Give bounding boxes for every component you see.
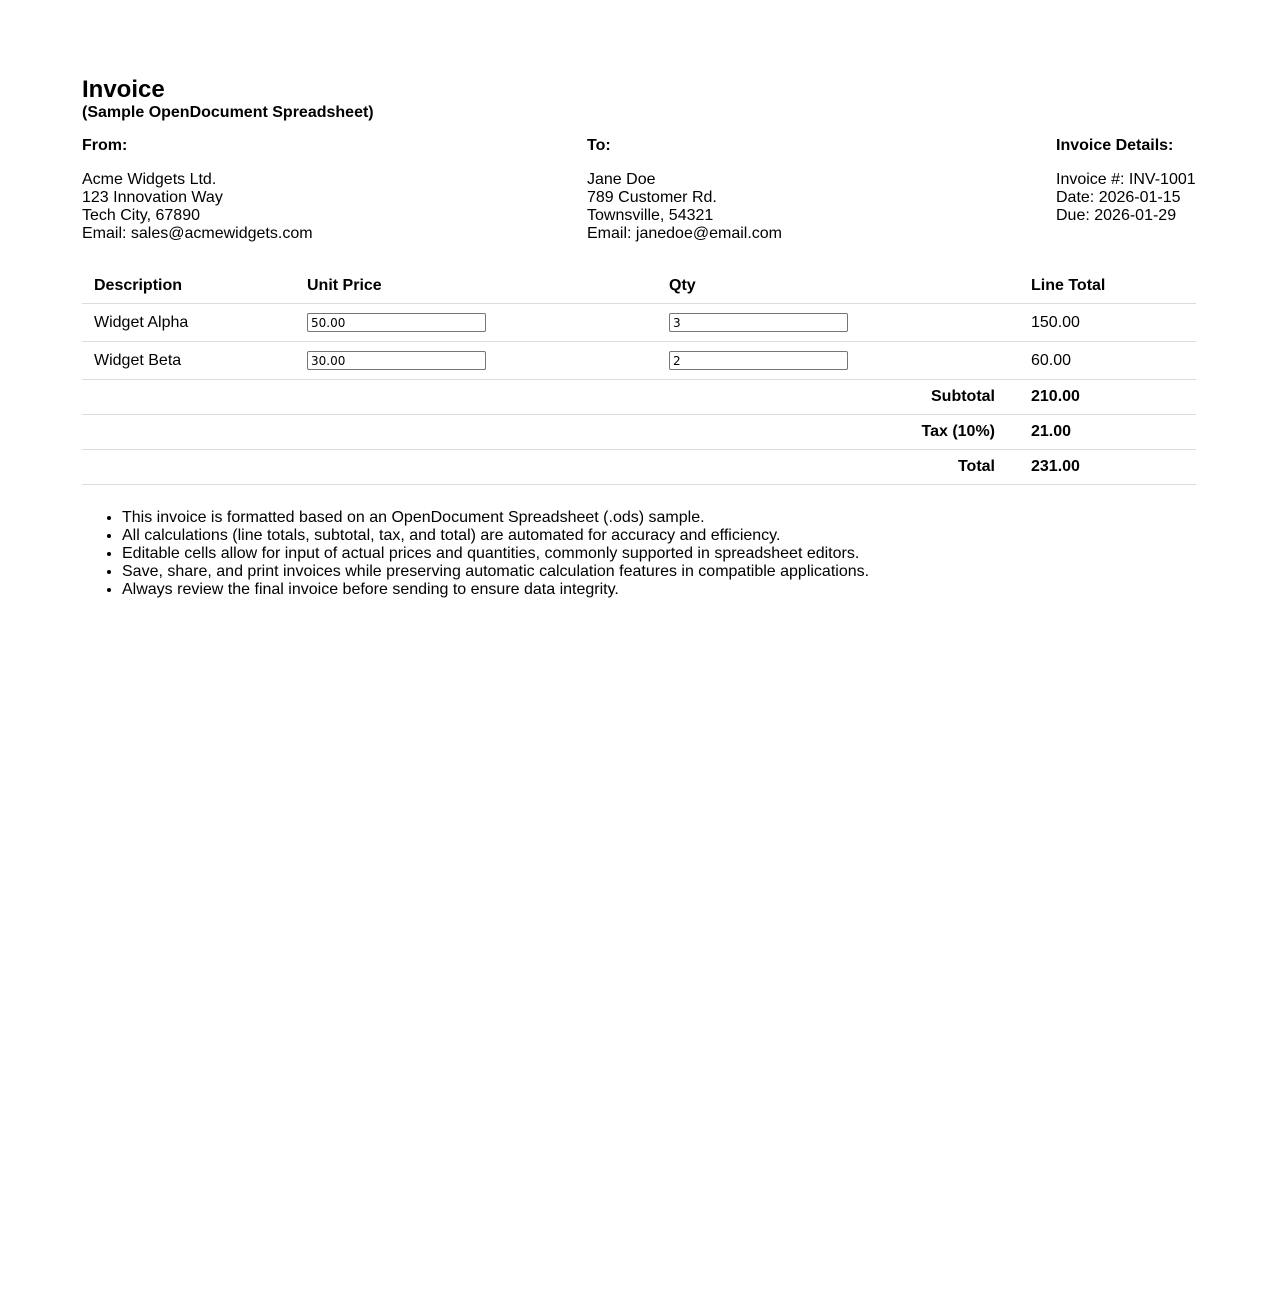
row-line-total: 60.00 (1019, 342, 1196, 380)
unit-price-input[interactable] (307, 351, 486, 370)
invoice-date: Date: 2026-01-15 (1056, 189, 1181, 206)
from-email: Email: sales@acmewidgets.com (82, 225, 313, 242)
parties-section (82, 137, 1196, 252)
invoice-number: Invoice #: INV-1001 (1056, 171, 1196, 188)
qty-input[interactable] (669, 313, 848, 332)
from-street: 123 Innovation Way (82, 189, 223, 206)
invoice-details-block (1056, 137, 1196, 225)
tax-label: Tax (10%) (82, 415, 1019, 450)
table-row (82, 342, 1196, 380)
to-name: Jane Doe (587, 171, 656, 188)
total-label: Total (82, 450, 1019, 485)
tax-value: 21.00 (1019, 415, 1196, 450)
unit-price-input[interactable] (307, 313, 486, 332)
from-heading: From: (82, 137, 128, 154)
header-unit-price: Unit Price (295, 268, 657, 304)
subtotal-label: Subtotal (82, 380, 1019, 415)
subtotal-value: 210.00 (1019, 380, 1196, 415)
row-qty-cell (657, 304, 1019, 342)
subtotal-row (82, 380, 1196, 415)
table-header-row (82, 268, 1196, 304)
details-heading: Invoice Details: (1056, 137, 1174, 154)
to-email: Email: janedoe@email.com (587, 225, 782, 242)
invoice-title: Invoice (82, 76, 165, 103)
row-unit-price-cell (295, 304, 657, 342)
to-city: Townsville, 54321 (587, 207, 714, 224)
header-line-total: Line Total (1019, 268, 1196, 304)
to-heading: To: (587, 137, 611, 154)
invoice-due-date: Due: 2026-01-29 (1056, 207, 1177, 224)
list-item: • This invoice is formatted based on an OpenDocument Spreadsheet (.ods) sample. (122, 509, 1196, 527)
row-qty-cell (657, 342, 1019, 380)
table-row (82, 304, 1196, 342)
list-item: • Editable cells allow for input of actual prices and quantities, commonly supported in spreadsheet editors. (122, 545, 1196, 563)
to-street: 789 Customer Rd. (587, 189, 717, 206)
header-description: Description (82, 268, 295, 304)
list-item: • Save, share, and print invoices while preserving automatic calculation features in compatible applications. (122, 563, 1196, 581)
invoice-page (0, 0, 1278, 599)
qty-input[interactable] (669, 351, 848, 370)
header-qty: Qty (657, 268, 1019, 304)
line-items-table (82, 268, 1196, 485)
row-line-total: 150.00 (1019, 304, 1196, 342)
from-block (82, 137, 313, 243)
row-description: Widget Alpha (82, 304, 295, 342)
row-description: Widget Beta (82, 342, 295, 380)
list-item: • Always review the final invoice before sending to ensure data integrity. (122, 581, 1196, 599)
from-city: Tech City, 67890 (82, 207, 200, 224)
row-unit-price-cell (295, 342, 657, 380)
total-value: 231.00 (1019, 450, 1196, 485)
invoice-subtitle: (Sample OpenDocument Spreadsheet) (82, 104, 374, 121)
tax-row (82, 415, 1196, 450)
notes-list (82, 509, 1196, 599)
from-company: Acme Widgets Ltd. (82, 171, 217, 188)
list-item: • All calculations (line totals, subtotal, tax, and total) are automated for accuracy and efficiency. (122, 527, 1196, 545)
total-row (82, 450, 1196, 485)
to-block (587, 137, 782, 243)
